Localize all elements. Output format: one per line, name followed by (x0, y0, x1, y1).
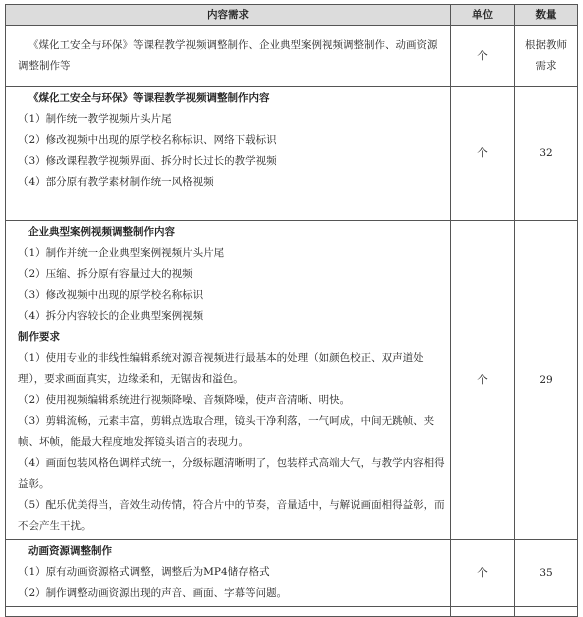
section1-item: （2）修改视频中出现的原学校名称标识、网络下载标识 (18, 134, 277, 146)
header-qty: 数量 (515, 5, 578, 26)
empty-cell (6, 607, 451, 617)
intro-qty (515, 26, 578, 87)
section2-qty: 29 (515, 221, 578, 540)
section2-item: （1）制作并统一企业典型案例视频片头片尾 (18, 247, 225, 259)
section1-title: 《煤化工安全与环保》等课程教学视频调整制作内容 (28, 92, 270, 104)
section2-req-title: 制作要求 (18, 331, 60, 343)
intro-text (6, 26, 451, 87)
requirements-table (5, 4, 578, 617)
header-unit: 单位 (451, 5, 515, 26)
empty-cell (451, 607, 515, 617)
empty-cell (515, 607, 578, 617)
section1-item: （3）修改课程教学视频界面、拆分时长过长的教学视频 (18, 155, 277, 167)
section2-req: （3）剪辑流畅，元素丰富，剪辑点选取合理，镜头干净利落，一气呵成，中间无跳帧、夹帧、坏帧，能最大程度地发挥镜头语言的表现力。 (18, 415, 435, 448)
section3-qty: 35 (515, 540, 578, 607)
header-row (6, 5, 578, 26)
section3-unit: 个 (451, 540, 515, 607)
section3-item: （1）原有动画资源格式调整，调整后为MP4储存格式 (18, 566, 270, 578)
section2-req: （4）画面包装风格色调样式统一，分级标题清晰明了，包装样式高端大气，与教学内容相得益彰。 (18, 457, 445, 490)
section1-item: （4）部分原有教学素材制作统一风格视频 (18, 176, 214, 188)
section2-unit: 个 (451, 221, 515, 540)
section2-req: （5）配乐优美得当，音效生动传情，符合片中的节奏，音量适中，与解说画面相得益彰，而不会产生干扰。 (18, 499, 445, 532)
table-row-section2 (6, 221, 578, 540)
section2-item: （3）修改视频中出现的原学校名称标识 (18, 289, 204, 301)
section2-req: （1）使用专业的非线性编辑系统对源音视频进行最基本的处理（如颜色校正、双声道处理），要求画面真实，边缘柔和，无锯齿和溢色。 (18, 352, 424, 385)
header-content: 内容需求 (6, 5, 451, 26)
section1-unit: 个 (451, 87, 515, 221)
section1-qty: 32 (515, 87, 578, 221)
intro-qty-text: 根据教师需求 (525, 39, 567, 72)
table-row-section1 (6, 87, 578, 221)
table-row-section3 (6, 540, 578, 607)
section2-item: （2）压缩、拆分原有容量过大的视频 (18, 268, 193, 280)
section2-req: （2）使用视频编辑系统进行视频降噪、音频降噪，使声音清晰、明快。 (18, 394, 351, 406)
intro-unit: 个 (451, 26, 515, 87)
section3-content (6, 540, 451, 607)
section3-item: （2）制作调整动画资源出现的声音、画面、字幕等问题。 (18, 587, 288, 599)
section3-title: 动画资源调整制作 (28, 545, 112, 557)
table-row-intro (6, 26, 578, 87)
intro-description: 《煤化工安全与环保》等课程教学视频调整制作、企业典型案例视频调整制作、动画资源调整制作等 (18, 38, 438, 72)
section2-title: 企业典型案例视频调整制作内容 (28, 226, 175, 238)
section1-content (6, 87, 451, 221)
section1-item: （1）制作统一教学视频片头片尾 (18, 113, 172, 125)
section2-item: （4）拆分内容较长的企业典型案例视频 (18, 310, 204, 322)
table-row-empty (6, 607, 578, 617)
section2-content (6, 221, 451, 540)
